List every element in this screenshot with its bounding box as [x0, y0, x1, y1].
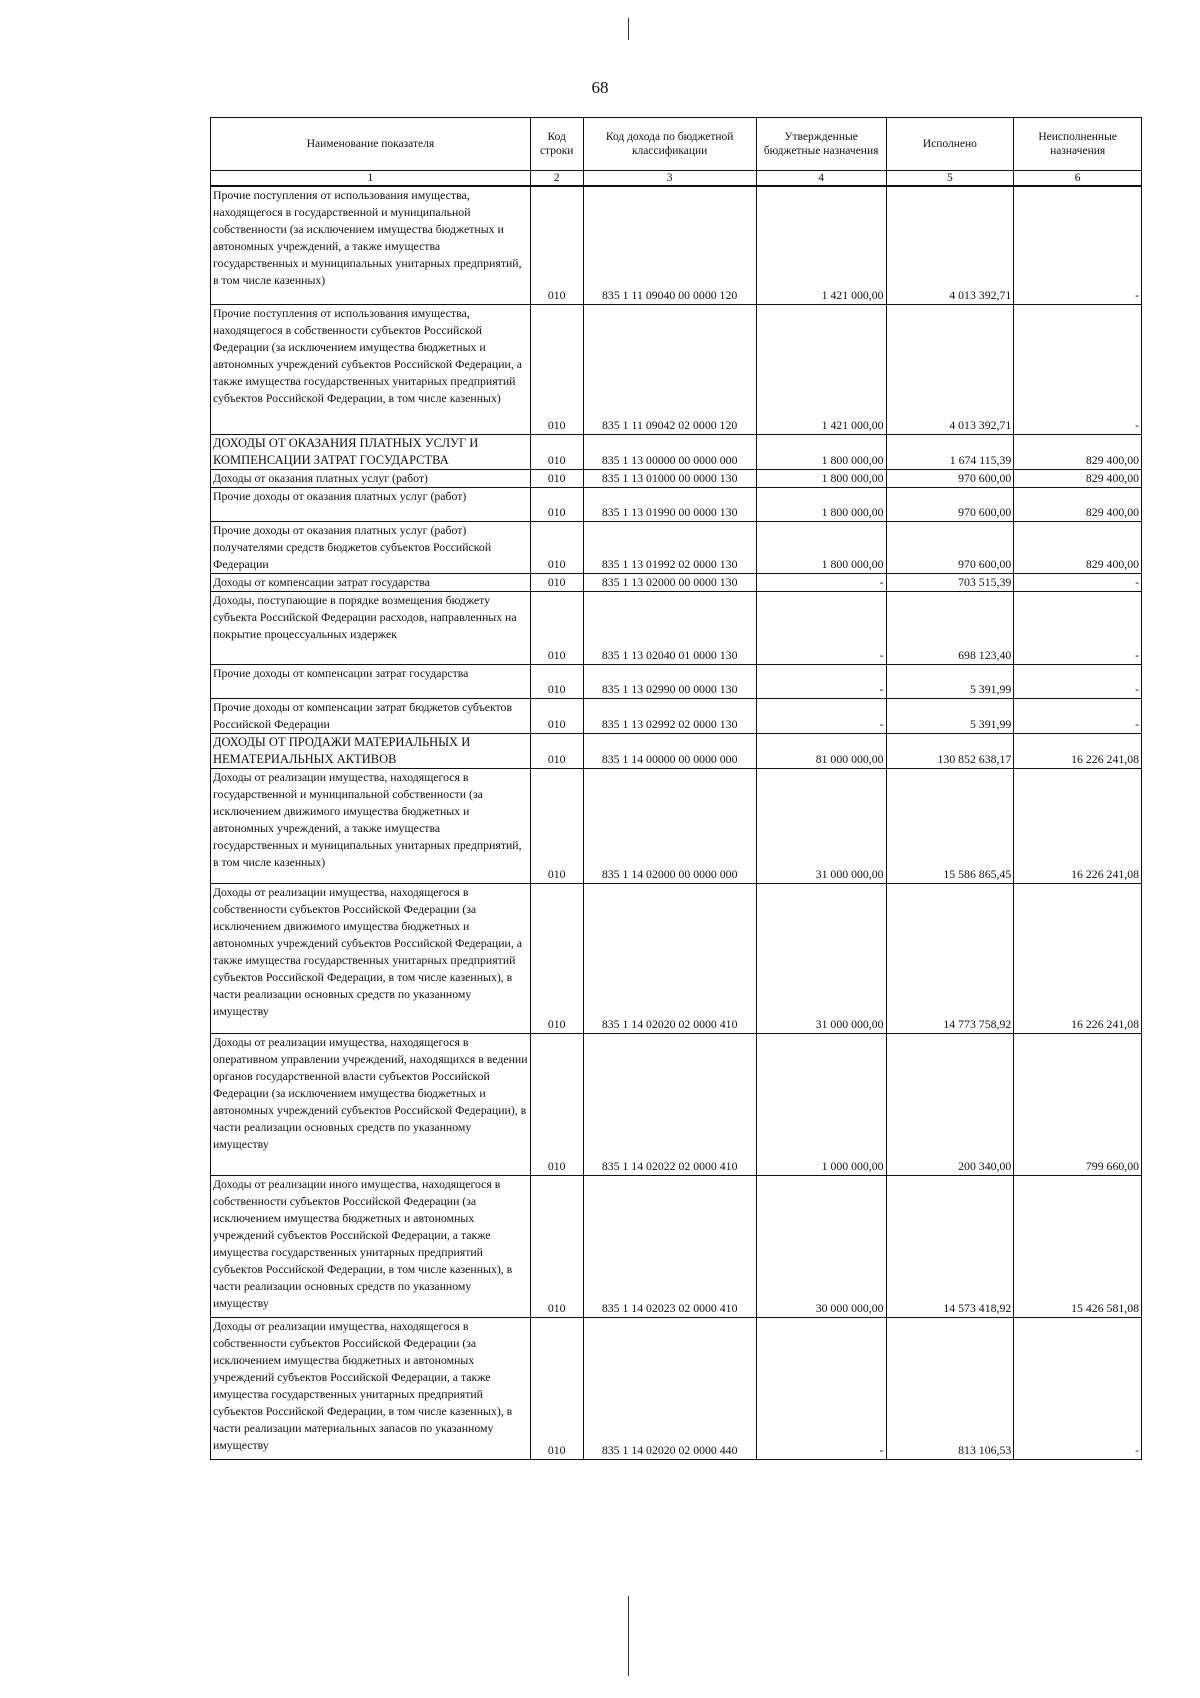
row-name-cell: Доходы, поступающие в порядке возмещения бюджету субъекта Российской Федерации расходов, направленных на покрытие процессуальных издержек	[211, 591, 531, 664]
row-approved-cell: -	[756, 664, 886, 698]
row-name-cell: Прочие доходы от оказания платных услуг (работ) получателями средств бюджетов субъектов Российской Федерации	[211, 521, 531, 573]
row-revenue-code-cell: 835 1 11 09040 00 0000 120	[583, 186, 756, 304]
row-approved-cell: -	[756, 1317, 886, 1459]
table-row	[211, 1317, 1142, 1459]
row-revenue-code-cell: 835 1 13 01000 00 0000 130	[583, 469, 756, 487]
row-name-cell: Доходы от реализации имущества, находящегося в государственной и муниципальной собственности (за исключением движимого имущества бюджетных и автономных учреждений, а также имущества государственных и муниципальных унитарных предприятий, в том числе казенных)	[211, 768, 531, 883]
row-executed-cell: 4 013 392,71	[886, 186, 1014, 304]
page-number: 68	[591, 78, 609, 97]
row-approved-cell: 1 421 000,00	[756, 186, 886, 304]
header-approved: Утвержденные бюджетные назначения	[756, 118, 886, 171]
row-name-cell: ДОХОДЫ ОТ ОКАЗАНИЯ ПЛАТНЫХ УСЛУГ И КОМПЕНСАЦИИ ЗАТРАТ ГОСУДАРСТВА	[211, 434, 531, 469]
row-line-code-cell: 010	[530, 768, 583, 883]
row-unexecuted-cell: 16 226 241,08	[1014, 733, 1142, 768]
row-unexecuted-cell: -	[1014, 1317, 1142, 1459]
row-revenue-code-cell: 835 1 14 02022 02 0000 410	[583, 1033, 756, 1175]
column-number: 3	[583, 171, 756, 187]
table-row	[211, 487, 1142, 521]
header-indicator-name: Наименование показателя	[211, 118, 531, 171]
row-line-code-cell: 010	[530, 434, 583, 469]
row-revenue-code-cell: 835 1 13 01990 00 0000 130	[583, 487, 756, 521]
row-approved-cell: -	[756, 591, 886, 664]
table-row	[211, 883, 1142, 1033]
row-approved-cell: 1 800 000,00	[756, 469, 886, 487]
row-executed-cell: 5 391,99	[886, 698, 1014, 733]
row-line-code-cell: 010	[530, 186, 583, 304]
row-executed-cell: 14 573 418,92	[886, 1175, 1014, 1317]
row-revenue-code-cell: 835 1 14 02020 02 0000 440	[583, 1317, 756, 1459]
column-number: 4	[756, 171, 886, 187]
row-executed-cell: 130 852 638,17	[886, 733, 1014, 768]
row-line-code-cell: 010	[530, 883, 583, 1033]
table-row	[211, 768, 1142, 883]
row-name-cell: Доходы от оказания платных услуг (работ)	[211, 469, 531, 487]
row-line-code-cell: 010	[530, 1033, 583, 1175]
row-line-code-cell: 010	[530, 521, 583, 573]
row-executed-cell: 970 600,00	[886, 469, 1014, 487]
row-executed-cell: 970 600,00	[886, 521, 1014, 573]
row-approved-cell: 1 421 000,00	[756, 304, 886, 434]
header-unexecuted: Неисполненные назначения	[1014, 118, 1142, 171]
row-line-code-cell: 010	[530, 1317, 583, 1459]
column-number: 5	[886, 171, 1014, 187]
row-executed-cell: 5 391,99	[886, 664, 1014, 698]
row-approved-cell: 1 800 000,00	[756, 487, 886, 521]
row-unexecuted-cell: -	[1014, 186, 1142, 304]
row-unexecuted-cell: 829 400,00	[1014, 521, 1142, 573]
header-executed: Исполнено	[886, 118, 1014, 171]
row-unexecuted-cell: 829 400,00	[1014, 434, 1142, 469]
row-revenue-code-cell: 835 1 13 00000 00 0000 000	[583, 434, 756, 469]
column-number: 2	[530, 171, 583, 187]
header-line-code: Код строки	[530, 118, 583, 171]
row-line-code-cell: 010	[530, 469, 583, 487]
row-revenue-code-cell: 835 1 14 02020 02 0000 410	[583, 883, 756, 1033]
row-executed-cell: 970 600,00	[886, 487, 1014, 521]
row-unexecuted-cell: -	[1014, 664, 1142, 698]
row-line-code-cell: 010	[530, 664, 583, 698]
row-executed-cell: 4 013 392,71	[886, 304, 1014, 434]
row-executed-cell: 703 515,39	[886, 573, 1014, 591]
row-line-code-cell: 010	[530, 487, 583, 521]
row-unexecuted-cell: 829 400,00	[1014, 487, 1142, 521]
table-row	[211, 1033, 1142, 1175]
table-row	[211, 591, 1142, 664]
row-unexecuted-cell: -	[1014, 573, 1142, 591]
row-approved-cell: 31 000 000,00	[756, 883, 886, 1033]
row-line-code-cell: 010	[530, 698, 583, 733]
row-approved-cell: -	[756, 573, 886, 591]
table-row	[211, 521, 1142, 573]
row-executed-cell: 14 773 758,92	[886, 883, 1014, 1033]
row-approved-cell: 30 000 000,00	[756, 1175, 886, 1317]
row-unexecuted-cell: -	[1014, 304, 1142, 434]
row-executed-cell: 200 340,00	[886, 1033, 1014, 1175]
row-unexecuted-cell: 829 400,00	[1014, 469, 1142, 487]
row-revenue-code-cell: 835 1 11 09042 02 0000 120	[583, 304, 756, 434]
row-unexecuted-cell: 799 660,00	[1014, 1033, 1142, 1175]
row-line-code-cell: 010	[530, 591, 583, 664]
row-revenue-code-cell: 835 1 14 02023 02 0000 410	[583, 1175, 756, 1317]
row-approved-cell: 1 800 000,00	[756, 434, 886, 469]
row-executed-cell: 698 123,40	[886, 591, 1014, 664]
row-revenue-code-cell: 835 1 13 02000 00 0000 130	[583, 573, 756, 591]
binding-mark-top	[628, 18, 629, 40]
row-revenue-code-cell: 835 1 13 01992 02 0000 130	[583, 521, 756, 573]
row-revenue-code-cell: 835 1 14 00000 00 0000 000	[583, 733, 756, 768]
row-approved-cell: 1 000 000,00	[756, 1033, 886, 1175]
column-number: 6	[1014, 171, 1142, 187]
row-approved-cell: 31 000 000,00	[756, 768, 886, 883]
row-unexecuted-cell: -	[1014, 698, 1142, 733]
row-revenue-code-cell: 835 1 13 02990 00 0000 130	[583, 664, 756, 698]
row-name-cell: Прочие доходы от компенсации затрат государства	[211, 664, 531, 698]
row-revenue-code-cell: 835 1 13 02992 02 0000 130	[583, 698, 756, 733]
row-name-cell: Прочие доходы от оказания платных услуг (работ)	[211, 487, 531, 521]
table-row	[211, 1175, 1142, 1317]
row-line-code-cell: 010	[530, 573, 583, 591]
row-name-cell: Прочие доходы от компенсации затрат бюджетов субъектов Российской Федерации	[211, 698, 531, 733]
table-row	[211, 469, 1142, 487]
column-number: 1	[211, 171, 531, 187]
row-name-cell: Доходы от компенсации затрат государства	[211, 573, 531, 591]
row-name-cell: Прочие поступления от использования имущества, находящегося в собственности субъектов Российской Федерации (за исключением имущества бюджетных и автономных учреждений субъектов Российской Федерации, а также имущества государственных унитарных предприятий субъектов Российской Федерации, в том числе казенных)	[211, 304, 531, 434]
table-row	[211, 733, 1142, 768]
row-name-cell: ДОХОДЫ ОТ ПРОДАЖИ МАТЕРИАЛЬНЫХ И НЕМАТЕРИАЛЬНЫХ АКТИВОВ	[211, 733, 531, 768]
table-row	[211, 186, 1142, 304]
row-executed-cell: 1 674 115,39	[886, 434, 1014, 469]
row-name-cell: Доходы от реализации иного имущества, находящегося в собственности субъектов Российской Федерации (за исключением имущества бюджетных и автономных учреждений субъектов Российской Федерации, а также имущества государственных унитарных предприятий субъектов Российской Федерации, в том числе казенных), в части реализации основных средств по указанному имуществу	[211, 1175, 531, 1317]
row-name-cell: Прочие поступления от использования имущества, находящегося в государственной и муниципальной собственности (за исключением имущества бюджетных и автономных учреждений, а также имущества государственных и муниципальных унитарных предприятий, в том числе казенных)	[211, 186, 531, 304]
table-body	[211, 186, 1142, 1459]
row-name-cell: Доходы от реализации имущества, находящегося в оперативном управлении учреждений, находящихся в ведении органов государственной власти субъектов Российской Федерации (за исключением имущества бюджетных и автономных учреждений субъектов Российской Федерации), в части реализации основных средств по указанному имуществу	[211, 1033, 531, 1175]
row-approved-cell: 81 000 000,00	[756, 733, 886, 768]
table-row	[211, 573, 1142, 591]
table-row	[211, 664, 1142, 698]
row-executed-cell: 813 106,53	[886, 1317, 1014, 1459]
row-executed-cell: 15 586 865,45	[886, 768, 1014, 883]
row-unexecuted-cell: 16 226 241,08	[1014, 883, 1142, 1033]
row-unexecuted-cell: 16 226 241,08	[1014, 768, 1142, 883]
binding-mark-bottom	[628, 1596, 629, 1676]
table-row	[211, 304, 1142, 434]
row-unexecuted-cell: -	[1014, 591, 1142, 664]
row-revenue-code-cell: 835 1 13 02040 01 0000 130	[583, 591, 756, 664]
row-line-code-cell: 010	[530, 1175, 583, 1317]
row-approved-cell: 1 800 000,00	[756, 521, 886, 573]
table-row	[211, 698, 1142, 733]
revenue-table	[210, 117, 1142, 1460]
row-unexecuted-cell: 15 426 581,08	[1014, 1175, 1142, 1317]
row-line-code-cell: 010	[530, 733, 583, 768]
header-revenue-code: Код дохода по бюджетной классификации	[583, 118, 756, 171]
table-row	[211, 434, 1142, 469]
row-approved-cell: -	[756, 698, 886, 733]
row-name-cell: Доходы от реализации имущества, находящегося в собственности субъектов Российской Федерации (за исключением движимого имущества бюджетных и автономных учреждений субъектов Российской Федерации, а также имущества государственных унитарных предприятий субъектов Российской Федерации, в том числе казенных), в части реализации основных средств по указанному имуществу	[211, 883, 531, 1033]
row-name-cell: Доходы от реализации имущества, находящегося в собственности субъектов Российской Федерации (за исключением имущества бюджетных и автономных учреждений субъектов Российской Федерации, а также имущества государственных унитарных предприятий субъектов Российской Федерации, в том числе казенных), в части реализации материальных запасов по указанному имуществу	[211, 1317, 531, 1459]
row-revenue-code-cell: 835 1 14 02000 00 0000 000	[583, 768, 756, 883]
row-line-code-cell: 010	[530, 304, 583, 434]
